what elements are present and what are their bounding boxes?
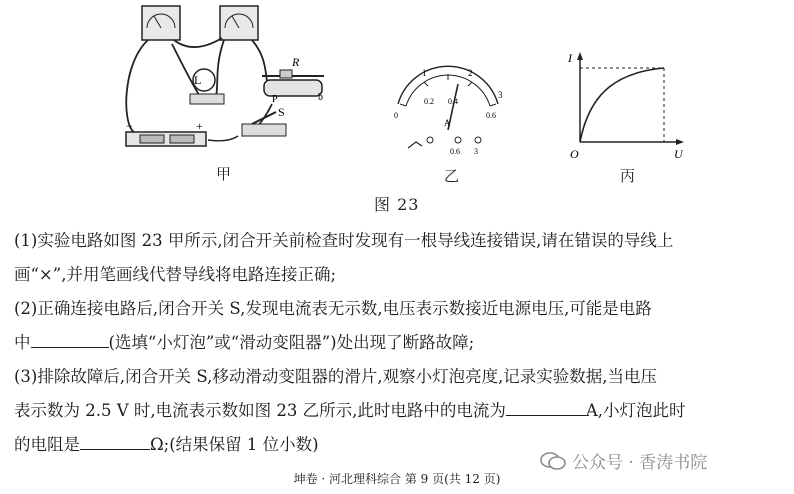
question-3-text: A,小灯泡此时 [585,401,686,420]
ammeter-dial-yi [386,64,510,160]
battery-minus-label: − [126,119,133,133]
figure-label-jia: 甲 [216,165,232,183]
question-2-text: 中 [14,333,31,352]
lamp-label: L [194,73,202,87]
answer-blank-current[interactable] [506,399,586,417]
answer-blank-fault[interactable] [31,331,109,349]
terminal-p-label: P [272,94,278,105]
question-1-line: 画“×”,并用笔画线代替导线将电路连接正确; [14,265,336,284]
y-axis-label: I [568,51,572,65]
question-3-line: (3)排除故障后,闭合开关 S,移动滑动变阻器的滑片,观察小灯泡亮度,记录实验数据,当电压 [14,367,658,386]
question-3 [14,360,790,462]
watermark-text: 公众号 · 香涛书院 [572,453,708,473]
question-2-line: (2)正确连接电路后,闭合开关 S,发现电流表无示数,电压表示数接近电源电压,可能是电路 [14,299,652,318]
battery-plus-label: + [196,119,203,133]
figure-caption: 图 23 [374,195,420,214]
dial-tick: 0.2 [424,97,434,106]
dial-unit: A [444,118,451,128]
answer-blank-resistance[interactable] [80,433,150,451]
wechat-icon [540,451,566,471]
iu-graph-bing [560,50,704,162]
dial-tick: 0 [394,111,398,120]
page-footer: 坤卷 · 河北理科综合 第 9 页(共 12 页) [293,472,501,486]
dial-upper-tick: 3 [498,90,503,100]
switch-label: S [278,105,285,119]
origin-label: O [570,147,579,161]
x-axis-label: U [674,147,683,161]
question-3-text: 表示数为 2.5 V 时,电流表示数如图 23 乙所示,此时电路中的电流为 [14,401,506,420]
question-3-text: Ω;(结果保留 1 位小数) [150,435,319,454]
circuit-diagram-jia [112,4,328,152]
question-3-text: 的电阻是 [14,435,80,454]
question-1-line: (1)实验电路如图 23 甲所示,闭合开关前检查时发现有一根导线连接错误,请在错误的导线上 [14,231,674,250]
terminal-label: 0.6 [450,147,460,156]
figure-label-yi: 乙 [444,167,460,185]
switch-icon [242,124,286,136]
figure-label-bing: 丙 [620,167,636,185]
question-2-text: (选填“小灯泡”或“滑动变阻器”)处出现了断路故障; [108,333,475,352]
question-3-line [14,394,790,428]
rheostat-label: R [292,55,300,69]
dial-tick: 0.6 [486,111,496,120]
terminal-label: 3 [474,147,478,156]
iu-curve [580,68,664,142]
dial-upper-tick: 1 [422,68,427,78]
dial-upper-tick: 2 [468,68,473,78]
question-1 [14,224,790,292]
terminal-b-label: b [318,92,323,103]
dial-tick: 0.4 [448,97,458,106]
question-2-line [14,326,790,360]
question-2 [14,292,790,360]
